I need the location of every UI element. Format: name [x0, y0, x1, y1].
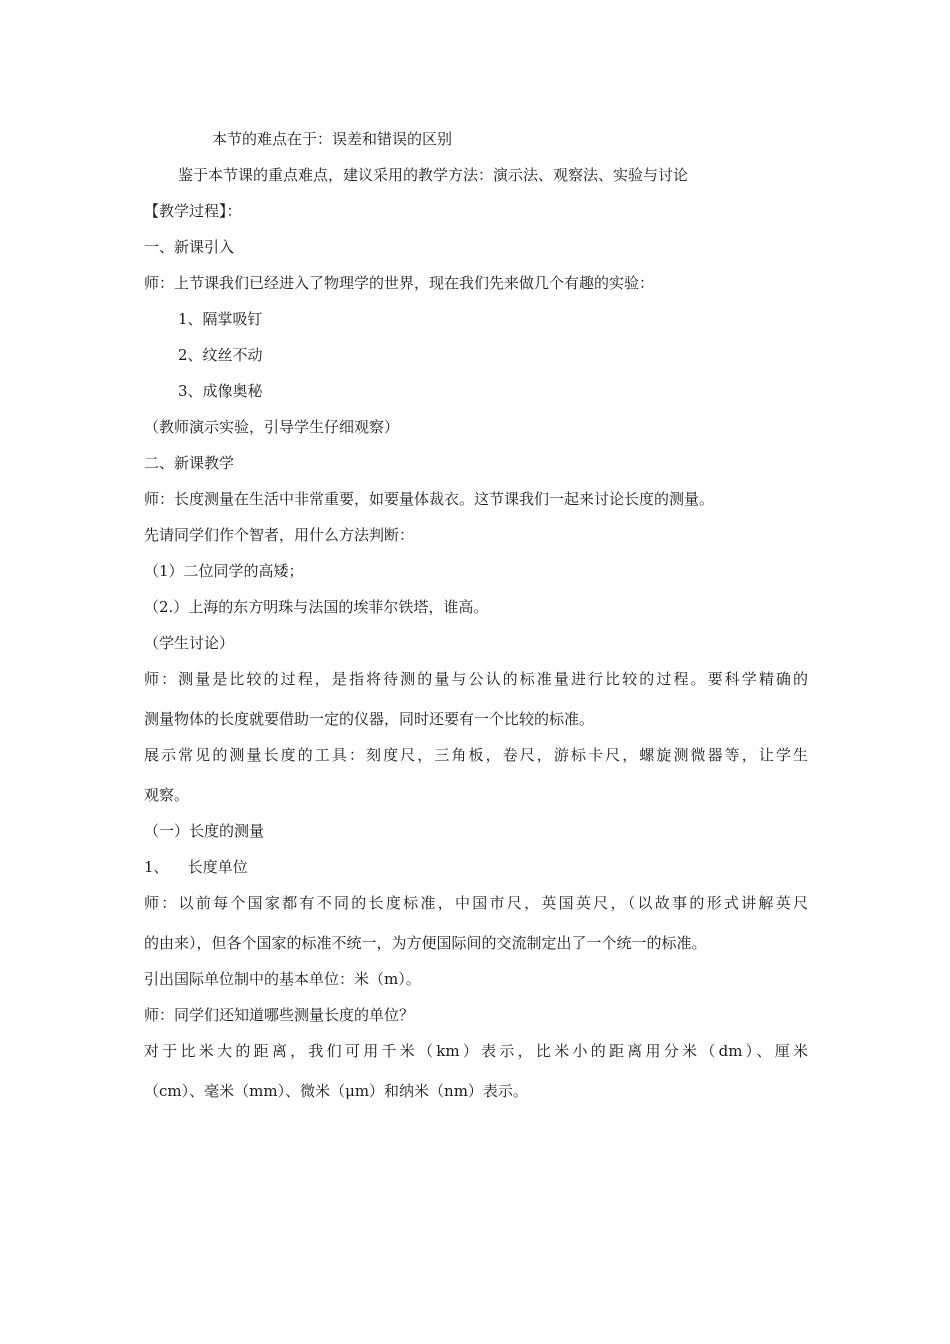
- subsection-heading-length-measurement: （一）长度的测量: [144, 822, 265, 840]
- text-line-length-standards: 师：以前每个国家都有不同的长度标准，中国市尺，英国英尺，（以故事的形式讲解英尺: [144, 894, 808, 912]
- text-line-length-importance: 师：长度测量在生活中非常重要，如要量体裁衣。这节课我们一起来讨论长度的测量。: [144, 490, 715, 508]
- list-item-question-1: （1）二位同学的高矮；: [144, 562, 304, 580]
- list-item-question-2: （2.）上海的东方明珠与法国的埃菲尔铁塔，谁高。: [144, 598, 489, 616]
- subsection-heading-length-unit: 1、 长度单位: [144, 858, 248, 876]
- text-line-observe: 观察。: [144, 786, 190, 804]
- text-line-teaching-methods: 鉴于本节课的重点难点，建议采用的教学方法：演示法、观察法、实验与讨论: [178, 166, 689, 184]
- text-line-difficulty: 本节的难点在于：误差和错误的区别: [212, 130, 453, 148]
- text-line-tools-display: 展示常见的测量长度的工具：刻度尺，三角板，卷尺，游标卡尺，螺旋测微器等，让学生: [144, 746, 808, 764]
- text-line-si-unit: 引出国际单位制中的基本单位：米（m）。: [144, 970, 421, 988]
- list-item-experiment-2: 2、纹丝不动: [178, 346, 263, 364]
- section-heading-introduction: 一、新课引入: [144, 238, 235, 256]
- text-line-other-units-question: 师：同学们还知道哪些测量长度的单位？: [144, 1006, 415, 1024]
- list-item-experiment-3: 3、成像奥秘: [178, 382, 263, 400]
- text-line-measurement-instruments: 测量物体的长度就要借助一定的仪器，同时还要有一个比较的标准。: [144, 710, 595, 728]
- text-line-demo-note: （教师演示实验，引导学生仔细观察）: [144, 418, 400, 436]
- text-line-unit-list: 对于比米大的距离，我们可用千米（km）表示，比米小的距离用分米（dm）、厘米: [144, 1042, 808, 1060]
- section-heading-teaching-process: 【教学过程】：: [144, 202, 242, 220]
- text-line-unified-standard: 的由来），但各个国家的标准不统一，为方便国际间的交流制定出了一个统一的标准。: [144, 934, 707, 952]
- text-line-student-discussion: （学生讨论）: [144, 634, 235, 652]
- text-line-unit-list-continued: （cm）、毫米（mm）、微米（μm）和纳米（nm）表示。: [144, 1082, 528, 1100]
- list-item-experiment-1: 1、隔掌吸钉: [178, 310, 263, 328]
- section-heading-new-lesson: 二、新课教学: [144, 454, 235, 472]
- text-line-teacher-intro: 师：上节课我们已经进入了物理学的世界，现在我们先来做几个有趣的实验：: [144, 274, 655, 292]
- text-line-measurement-definition: 师：测量是比较的过程，是指将待测的量与公认的标准量进行比较的过程。要科学精确的: [144, 670, 808, 688]
- text-line-judge-question: 先请同学们作个智者，用什么方法判断：: [144, 526, 415, 544]
